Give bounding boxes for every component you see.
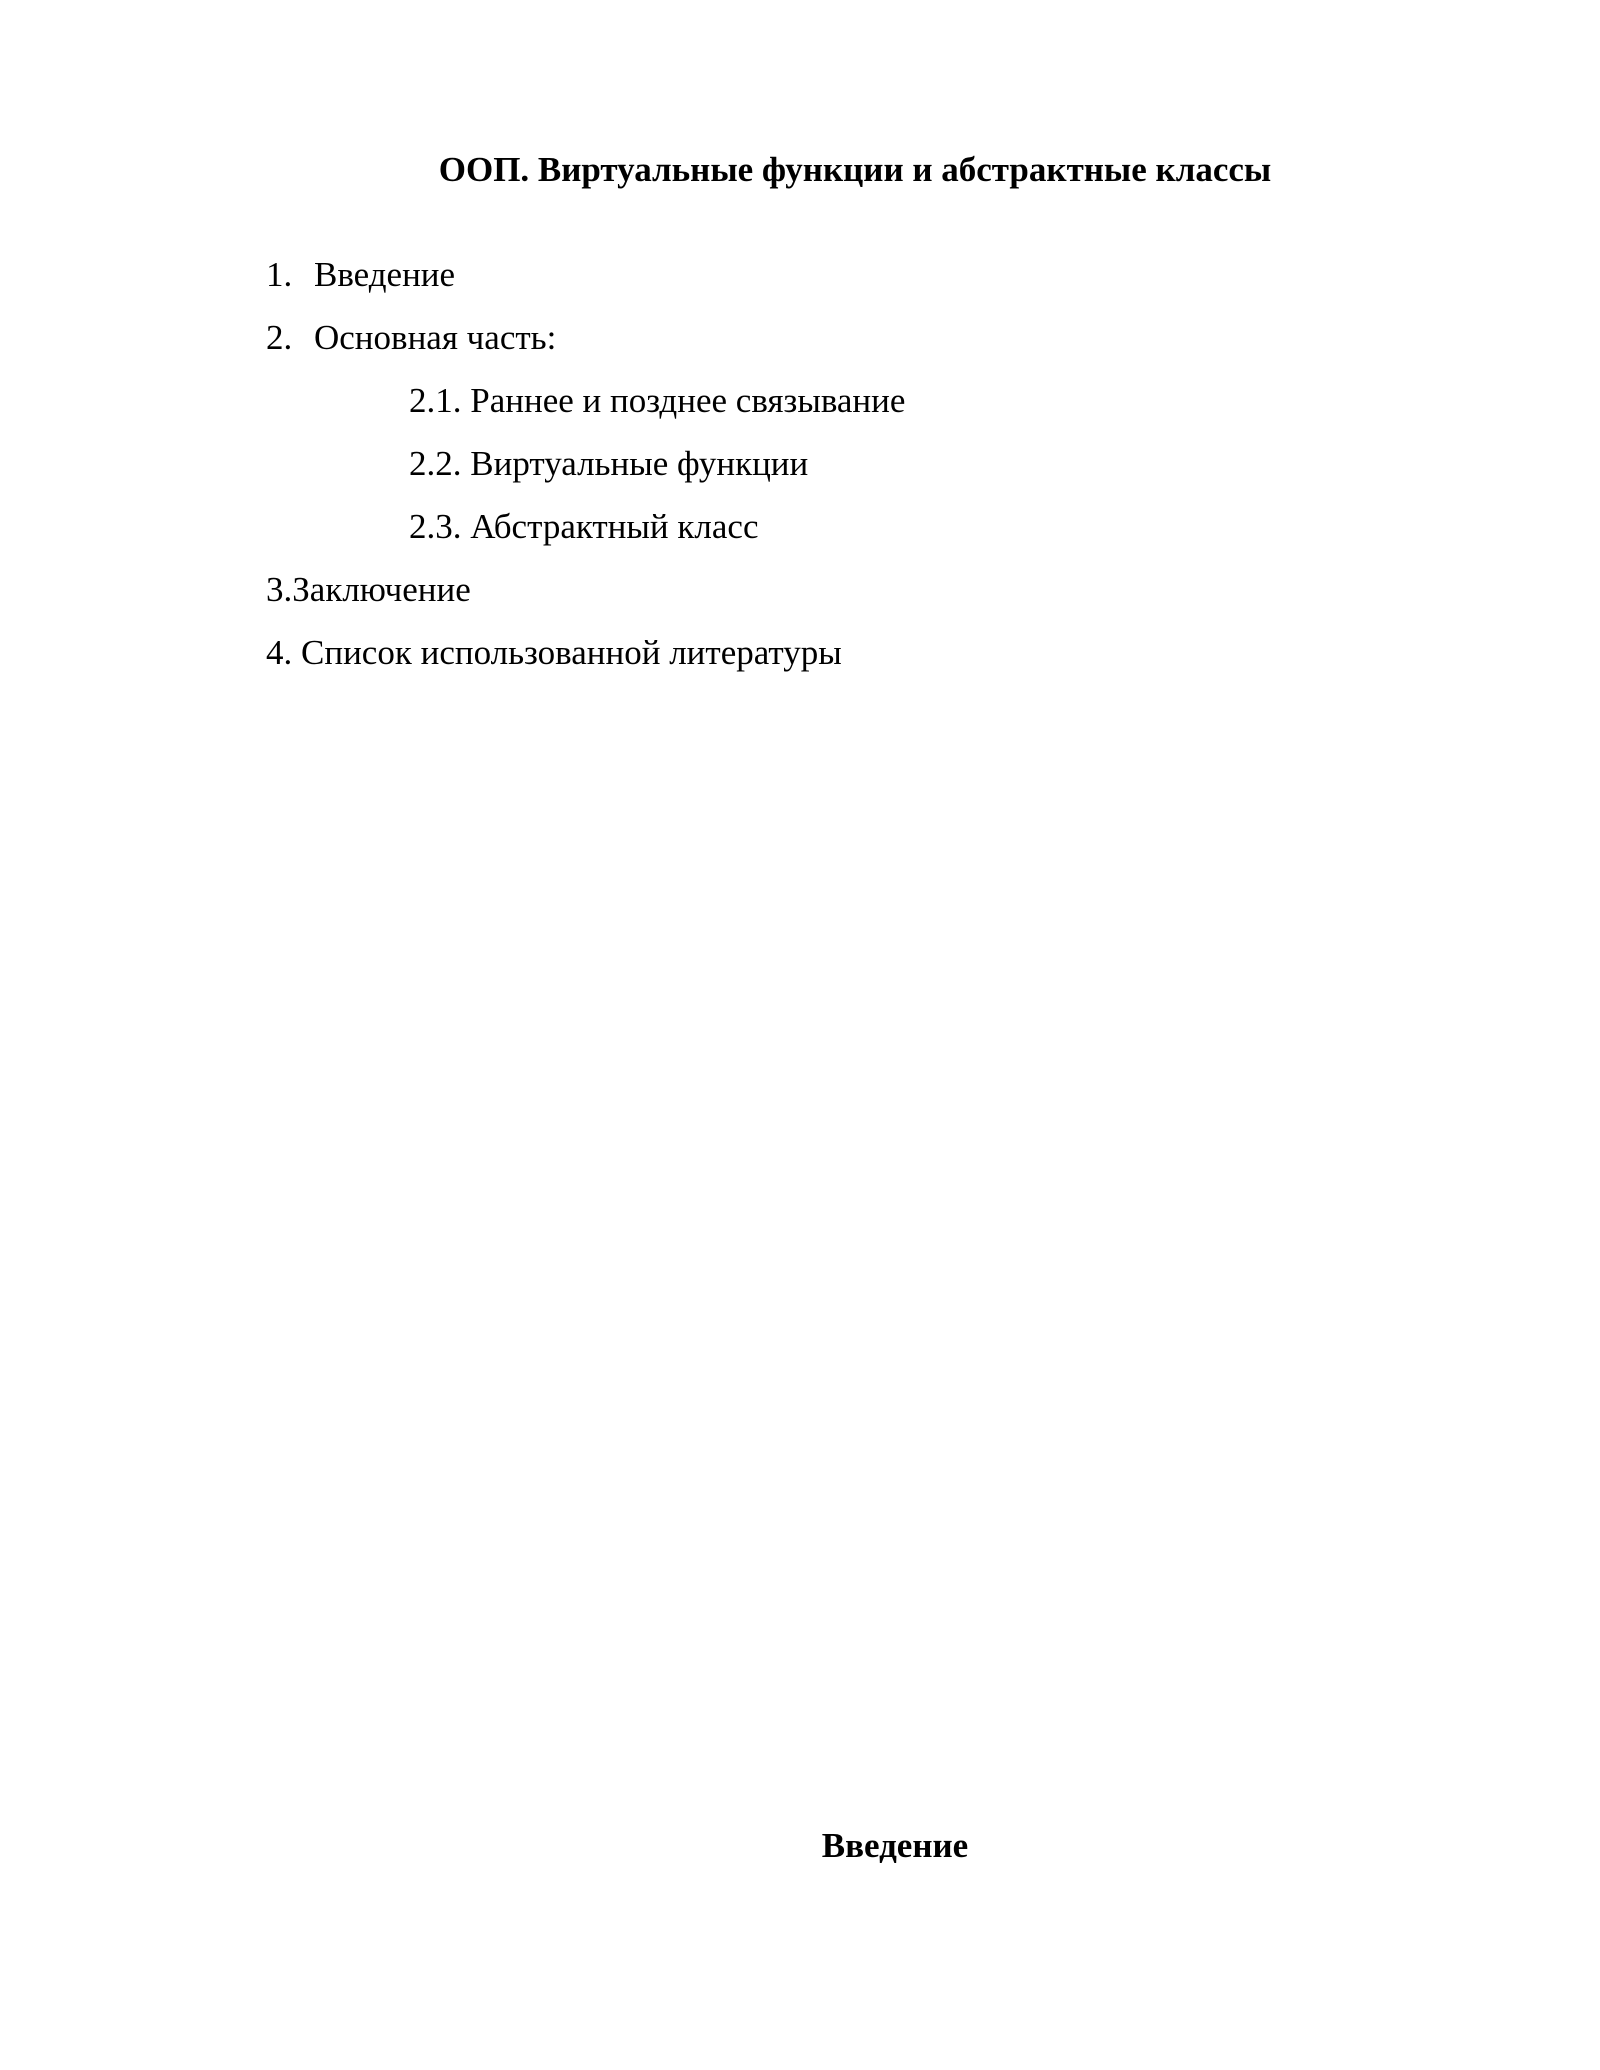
toc-subitem-2-1: 2.1. Раннее и позднее связывание <box>409 381 906 420</box>
toc-subitem-2-3: 2.3. Абстрактный класс <box>409 507 759 546</box>
toc-item-label: Основная часть: <box>314 318 557 357</box>
toc-item-3: 3.Заключение <box>266 570 471 609</box>
toc-subitem-2-2: 2.2. Виртуальные функции <box>409 444 809 483</box>
document-title: ООП. Виртуальные функции и абстрактные классы <box>438 150 1272 189</box>
toc-item-2 <box>266 316 556 360</box>
toc-item-number: 1. <box>266 255 293 294</box>
toc-item-label: Введение <box>314 255 456 294</box>
toc-item-4: 4. Список использованной литературы <box>266 633 842 672</box>
section-heading-introduction: Введение <box>821 1826 969 1865</box>
toc-item-1 <box>266 253 455 297</box>
toc-item-number: 2. <box>266 318 293 357</box>
